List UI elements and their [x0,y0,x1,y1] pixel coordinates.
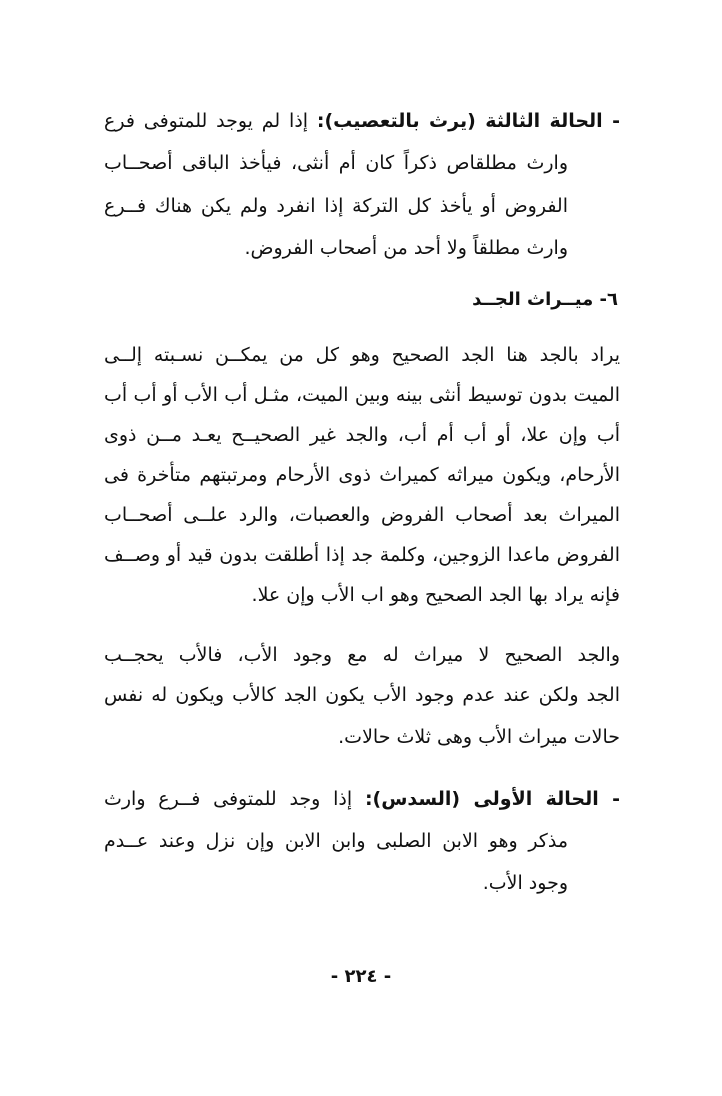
para1-line-7: فإنه يراد بها الجد الصحيح وهو اب الأب وإن علا. [251,584,620,606]
para2-line-1: والجد الصحيح لا ميراث له مع وجود الأب، فالأب يحجــب [104,644,620,666]
para1-line-2: الميت بدون توسيط أنثى بينه وبين الميت، مثـل أب الأب أو أب أب [104,384,620,406]
para2-line-3: حالات ميراث الأب وهى ثلاث حالات. [338,726,620,748]
case3-line-1 [104,106,620,136]
case3-line-3: الفروض أو يأخذ كل التركة إذا انفرد ولم يكن هناك فــرع [104,195,568,217]
case3-line-4: وارث مطلقاً ولا أحد من أصحاب الفروض. [244,237,568,259]
case1-line-3: وجود الأب. [482,872,568,894]
case1-line-2: مذكر وهو الابن الصلبى وابن الابن وإن نزل وعند عــدم [104,830,568,852]
page-number: - ٢٢٤ - [330,966,392,987]
case1-line1-text: إذا وجد للمتوفى فــرع وارث [104,788,365,810]
case3-line-2: وارث مطلقاص ذكراً كان أم أنثى، فيأخذ الباقى أصحــاب [104,152,568,174]
para1-line-4: الأرحام، ويكون ميراثه كميراث ذوى الأرحام ومرتبتهم متأخرة فى [104,464,620,486]
para1-line-6: الفروض ماعدا الزوجين، وكلمة جد إذا أطلقت بدون قيد أو وصــف [104,544,620,566]
case3-title: - الحالة الثالثة (يرث بالتعصيب): [316,110,620,132]
case1-title: - الحالة الأولى (السدس): [364,788,620,810]
case3-line1-text: إذا لم يوجد للمتوفى فرع [104,110,317,132]
para2-line-2: الجد ولكن عند عدم وجود الأب يكون الجد كالأب ويكون له نفس [104,684,620,706]
para1-line-1: يراد بالجد هنا الجد الصحيح وهو كل من يمكــن نسـبته إلــى [104,344,620,366]
section-heading: ٦- ميــراث الجــد [472,289,618,310]
para1-line-5: الميراث بعد أصحاب الفروض والعصبات، والرد علــى أصحــاب [104,504,620,526]
case1-line-1 [104,784,620,814]
para1-line-3: أب وإن علا، أو أب أم أب، والجد غير الصحيــح يعـد مــن ذوى [104,424,620,446]
